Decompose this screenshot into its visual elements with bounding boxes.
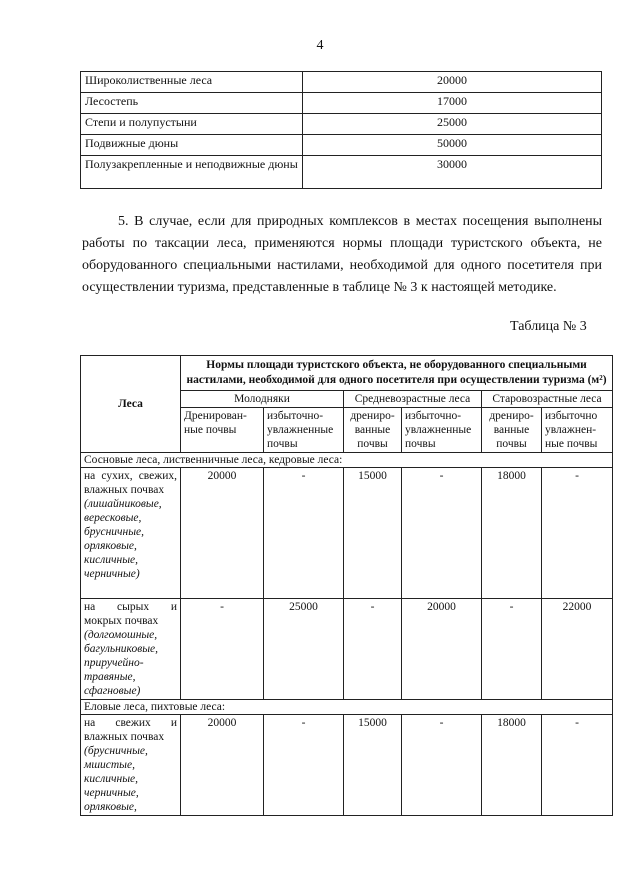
- section-title: Еловые леса, пихтовые леса:: [81, 700, 613, 715]
- table-title: Нормы площади туристского объекта, не оборудованного специальными настилами, необходимой для одного посетителя при осуществлении туризма (м²): [181, 356, 613, 391]
- value-cell: 15000: [344, 468, 402, 599]
- value-cell: 18000: [482, 715, 542, 816]
- forest-types-text: (долгомошные, багульниковые, приручейно-травяные, сфагновые): [84, 629, 158, 697]
- condition-cell: [81, 715, 181, 816]
- table-row: [81, 93, 602, 114]
- table-row: [81, 156, 602, 189]
- subheader: избыточно-увлажненные почвы: [264, 408, 344, 453]
- value-cell: -: [542, 468, 613, 599]
- row-value: 20000: [303, 72, 602, 93]
- row-label: Широколиственные леса: [81, 72, 303, 93]
- value-cell: 20000: [181, 715, 264, 816]
- paragraph-5: 5. В случае, если для природных комплексов в местах посещения выполнены работы по таксации леса, применяются нормы площади туристского объекта, не оборудованного специальными настилами, необходимой для одного посетителя при осуществлении туризма, представленные в таблице № 3 к настоящей методике.: [82, 214, 602, 295]
- value-cell: -: [181, 599, 264, 700]
- condition-text: на сырых и мокрых почвах: [84, 601, 177, 627]
- row-label: Подвижные дюны: [81, 135, 303, 156]
- value-cell: 25000: [264, 599, 344, 700]
- page-number: 4: [316, 38, 324, 53]
- subheader: дрениро-ванные почвы: [482, 408, 542, 453]
- row-value: 25000: [303, 114, 602, 135]
- section-title: Сосновые леса, лиственничные леса, кедровые леса:: [81, 453, 613, 468]
- forest-types-text: (лишайниковые, вересковые, брусничные, орляковые, кисличные, черничные): [84, 498, 162, 580]
- norms-table: [80, 355, 613, 816]
- forest-types-text: (брусничные, мшистые, кисличные, черничные, орляковые,: [84, 745, 148, 813]
- value-cell: -: [264, 468, 344, 599]
- group-middle-aged: Средневозрастные леса: [344, 391, 482, 408]
- row-label: Степи и полупустыни: [81, 114, 303, 135]
- table-row: [81, 715, 613, 816]
- value-cell: -: [402, 715, 482, 816]
- condition-cell: [81, 468, 181, 599]
- table-row: [81, 135, 602, 156]
- row-label: Лесостепь: [81, 93, 303, 114]
- row-value: 30000: [303, 156, 602, 189]
- group-old: Старовозрастные леса: [482, 391, 613, 408]
- table-row: [81, 599, 613, 700]
- subheader: дрениро-ванные почвы: [344, 408, 402, 453]
- value-cell: 20000: [402, 599, 482, 700]
- value-cell: 20000: [181, 468, 264, 599]
- table-row: [81, 72, 602, 93]
- table-caption: Таблица № 3: [510, 319, 587, 334]
- value-cell: 15000: [344, 715, 402, 816]
- row-value: 17000: [303, 93, 602, 114]
- value-cell: 22000: [542, 599, 613, 700]
- subheader: избыточно-увлажненные почвы: [402, 408, 482, 453]
- subheader: избыточно увлажнен-ные почвы: [542, 408, 613, 453]
- value-cell: 18000: [482, 468, 542, 599]
- row-value: 50000: [303, 135, 602, 156]
- row-label: Полузакрепленные и неподвижные дюны: [81, 156, 303, 189]
- value-cell: -: [344, 599, 402, 700]
- group-young: Молодняки: [181, 391, 344, 408]
- forest-area-table: [80, 71, 602, 189]
- condition-text: на свежих и влажных почвах: [84, 717, 177, 743]
- table-row: [81, 468, 613, 599]
- value-cell: -: [402, 468, 482, 599]
- value-cell: -: [482, 599, 542, 700]
- table-row: [81, 114, 602, 135]
- condition-cell: [81, 599, 181, 700]
- condition-text: на сухих, свежих, влажных почвах: [84, 470, 177, 496]
- value-cell: -: [542, 715, 613, 816]
- subheader: Дренирован-ные почвы: [181, 408, 264, 453]
- value-cell: -: [264, 715, 344, 816]
- forest-column-header: Леса: [81, 356, 181, 453]
